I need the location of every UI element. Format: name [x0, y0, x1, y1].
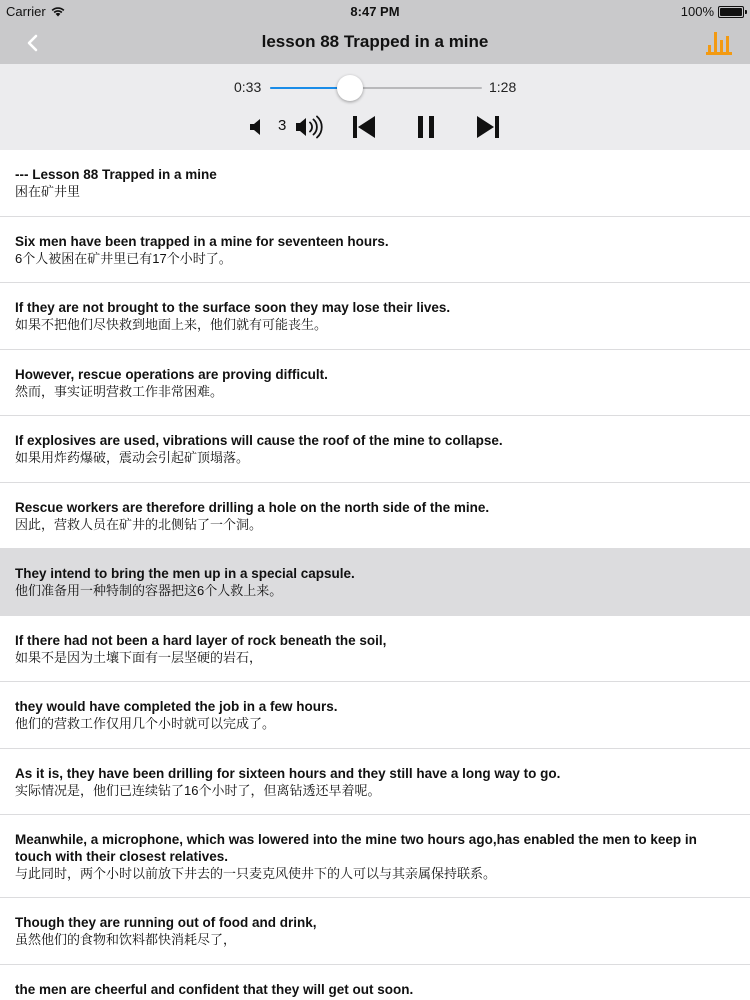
sentence-english: They intend to bring the men up in a special capsule.	[15, 566, 355, 581]
sentence-chinese: 如果不是因为土壤下面有一层坚硬的岩石，	[15, 649, 263, 665]
sentence-english: Six men have been trapped in a mine for seventeen hours.	[15, 233, 389, 249]
audio-player	[0, 64, 750, 150]
battery-icon	[718, 6, 744, 18]
status-bar	[0, 0, 750, 22]
volume-up-button[interactable]	[294, 114, 326, 140]
slider-thumb[interactable]	[337, 75, 363, 101]
sentence-chinese: 如果不把他们尽快救到地面上来，他们就有可能丧生。	[15, 317, 328, 332]
sentence-row[interactable]	[0, 350, 750, 417]
status-time: 8:47 PM	[350, 4, 400, 19]
sentence-english: If there had not been a hard layer of rock beneath the soil,	[15, 632, 387, 648]
sentence-chinese: 与此同时，两个小时以前放下井去的一只麦克风使井下的人可以与其亲属保持联系。	[15, 866, 497, 881]
sentence-english: --- Lesson 88 Trapped in a mine	[15, 167, 217, 182]
volume-down-button[interactable]	[246, 115, 268, 139]
battery-percent: 100%	[680, 4, 714, 19]
battery-info	[681, 4, 744, 19]
sentence-row[interactable]	[0, 549, 750, 616]
next-button[interactable]	[474, 114, 502, 140]
sentence-english: As it is, they have been drilling for sixteen hours and they still have a long way to go.	[15, 765, 561, 781]
skip-forward-icon	[475, 115, 501, 139]
stats-button[interactable]	[704, 28, 734, 58]
pause-button[interactable]	[414, 114, 438, 140]
sentence-row[interactable]	[0, 898, 750, 965]
sentence-english: If explosives are used, vibrations will cause the roof of the mine to collapse.	[15, 433, 503, 448]
nav-bar	[0, 22, 750, 64]
sentence-chinese: 6个人被困在矿井里已有17个小时了。	[15, 250, 232, 266]
page-title: lesson 88 Trapped in a mine	[261, 32, 489, 51]
sentence-chinese: 虽然他们的食物和饮料都快消耗尽了，	[15, 932, 237, 947]
sentence-row[interactable]	[0, 483, 750, 550]
sentence-chinese: 他们的营救工作仅用几个小时就可以完成了。	[15, 716, 276, 731]
sentence-chinese: 他们准备用一种特制的容器把这6个人救上来。	[15, 583, 283, 598]
speaker-low-icon	[248, 117, 266, 137]
speaker-high-icon	[294, 114, 326, 140]
sentence-chinese: 因此，营救人员在矿井的北侧钻了一个洞。	[15, 516, 263, 532]
sentence-english: Though they are running out of food and drink,	[15, 915, 317, 930]
sentence-english: they would have completed the job in a few hours.	[15, 699, 338, 714]
bar-chart-icon	[704, 28, 734, 58]
sentence-row[interactable]	[0, 965, 750, 1000]
sentence-row[interactable]	[0, 150, 750, 217]
total-time: 1:28	[489, 79, 517, 95]
sentence-english: However, rescue operations are proving difficult.	[15, 366, 328, 382]
sentence-row[interactable]	[0, 217, 750, 284]
sentence-english: If they are not brought to the surface soon they may lose their lives.	[15, 300, 451, 315]
sentence-row[interactable]	[0, 682, 750, 749]
sentence-english: Rescue workers are therefore drilling a hole on the north side of the mine.	[15, 499, 490, 515]
sentence-row[interactable]	[0, 749, 750, 816]
sentence-chinese: 实际情况是，他们已连续钻了16个小时了，但离钻透还早着呢。	[15, 782, 381, 798]
sentence-row[interactable]	[0, 616, 750, 683]
sentence-list	[0, 150, 750, 1000]
sentence-english: Meanwhile, a microphone, which was lowered into the mine two hours ago,has enabled the men to keep in touch with their closest relatives.	[15, 832, 697, 864]
volume-level: 3	[278, 117, 287, 134]
sentence-chinese: 然而，事实证明营救工作非常困难。	[15, 383, 224, 399]
carrier-label: Carrier	[6, 4, 46, 19]
sentence-row[interactable]	[0, 815, 750, 898]
sentence-row[interactable]	[0, 283, 750, 350]
current-time: 0:33	[234, 79, 262, 95]
sentence-chinese: 如果用炸药爆破，震动会引起矿顶塌落。	[15, 450, 250, 465]
sentence-english: the men are cheerful and confident that they will get out soon.	[15, 981, 414, 997]
progress-slider[interactable]	[270, 76, 482, 100]
sentence-chinese: 困在矿井里	[15, 184, 81, 199]
sentence-row[interactable]	[0, 416, 750, 483]
pause-icon	[416, 115, 436, 139]
skip-back-icon	[351, 115, 377, 139]
previous-button[interactable]	[350, 114, 378, 140]
